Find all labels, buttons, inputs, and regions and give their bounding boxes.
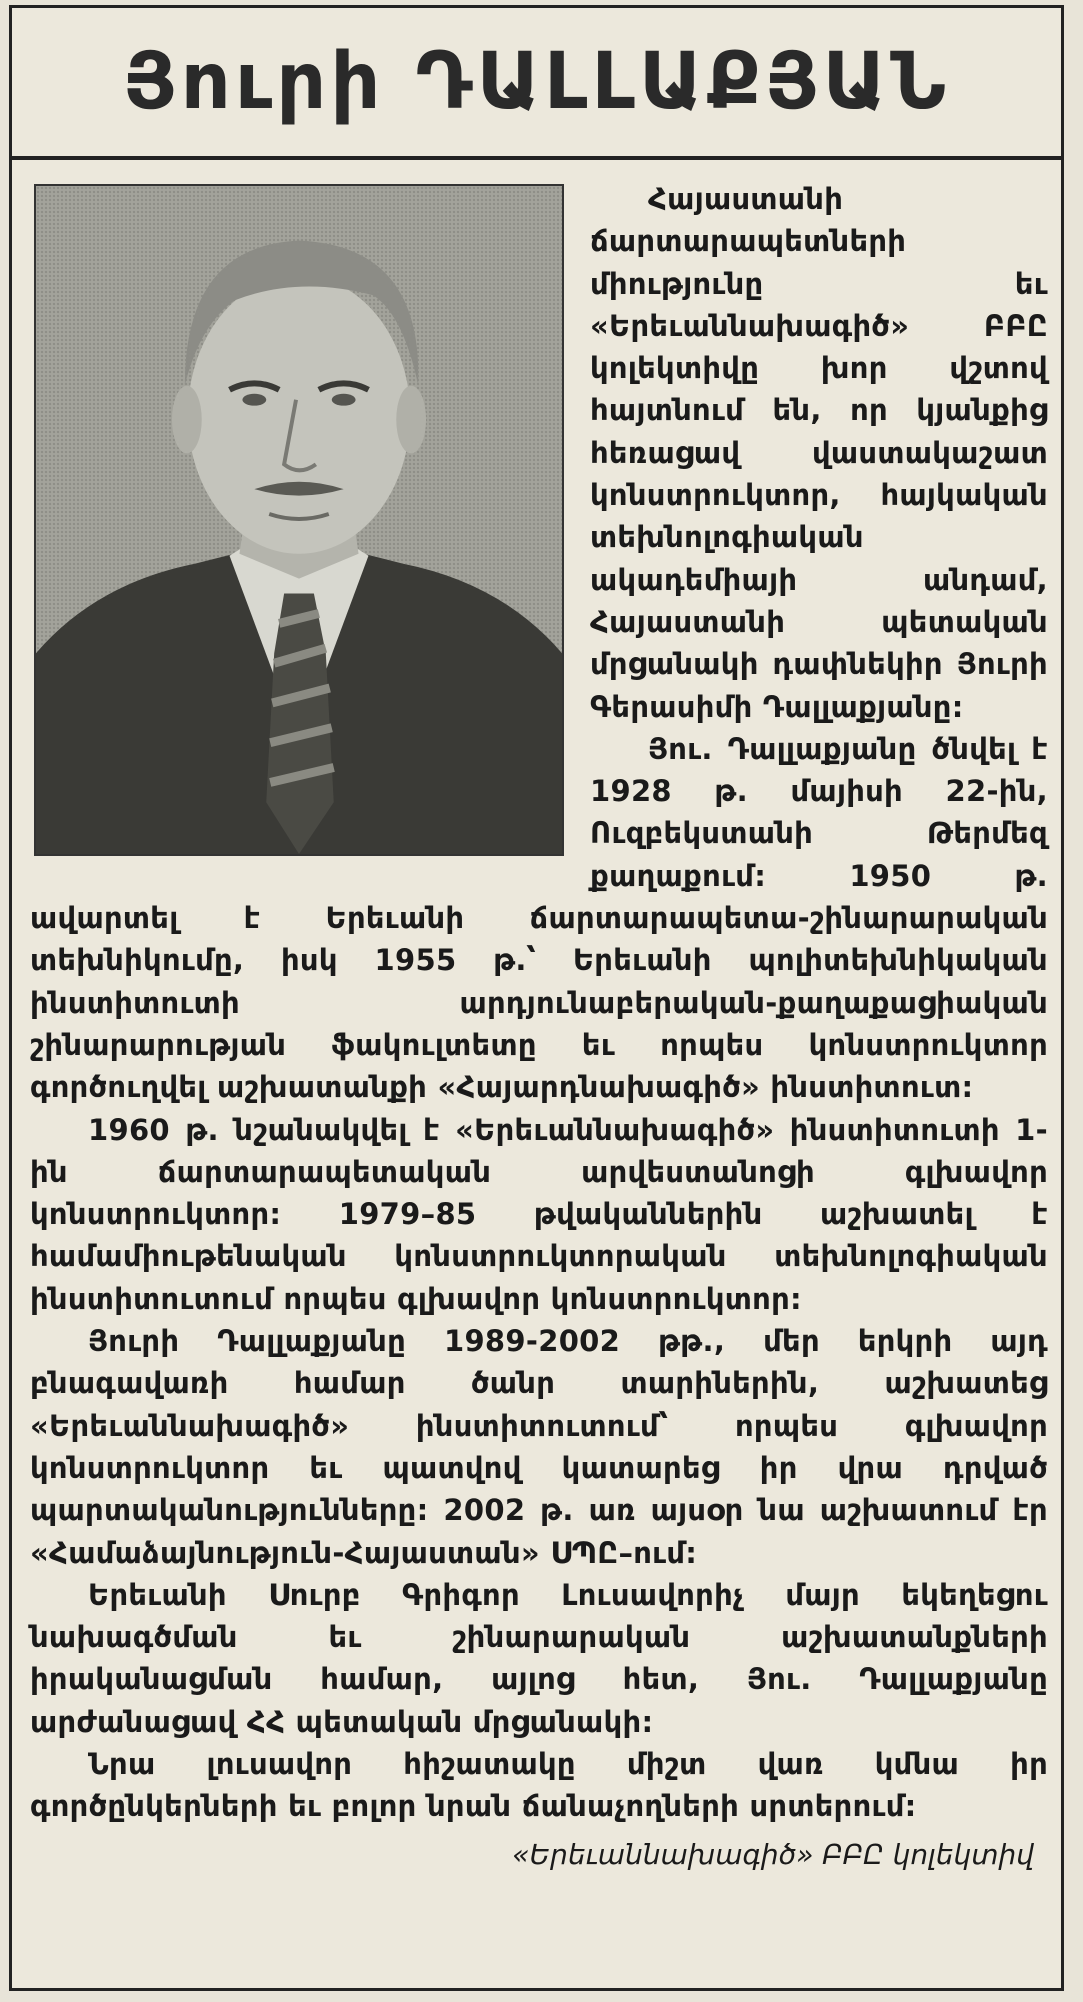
paragraph-3: 1960 թ. նշանակվել է «Երեւաննախագիծ» ինստիտուտի 1-ին ճարտարապետական արվեստանոցի գլխավոր կոնստրուկտոր: 1979–85 թվականներին աշխատել է համամիութենական կոնստրուկտորական տեխնոլոգիական ինստիտուտում որպես գլխավոր կոնստրուկտոր: — [30, 1112, 1048, 1316]
paragraph-4: Յուրի Դալլաքյանը 1989-2002 թթ., մեր երկրի այդ բնագավառի համար ծանր տարիներին, աշխատեց «Երեւաննախագիծ» ինստիտուտում՝ որպես գլխավոր կոնստրուկտոր եւ պատվով կատարեց իր վրա դրված պարտականությունները: 2002 թ. առ այսօր նա աշխատում էր «Համաձայնություն-Հայաստան» ՍՊԸ–ում: — [30, 1324, 1048, 1570]
title-box — [12, 8, 1061, 160]
paragraph-1: Հայաստանի ճարտարապետների միությունը եւ «Երեւաննախագիծ» ԲԲԸ կոլեկտիվը խոր վշտով հայտնում են, որ կյանքից հեռացավ վաստակաշատ կոնստրուկտոր, հայկական տեխնոլոգիական ակադեմիայի անդամ, Հայաստանի պետական մրցանակի դափնեկիր Յուրի Գերասիմի Դալլաքյանը: — [590, 182, 1048, 724]
page-title: Յուրի ԴԱԼԼԱՔՅԱՆ — [123, 37, 950, 127]
paragraph-2: Յու. Դալլաքյանը ծնվել է 1928 թ. մայիսի 22-ին, Ուզբեկստանի Թերմեզ քաղաքում: 1950 թ. ավարտել է Երեւանի ճարտարապետա-շինարարական տեխնիկումը, իսկ 1955 թ.՝ Երեւանի պոլիտեխնիկական ինստիտուտի արդյունաբերական-քաղաքացիական շինարարության ֆակուլտետը եւ որպես կոնստրուկտոր գործուղվել աշխատանքի «Հայարդնախագիծ» ինստիտուտ: — [30, 731, 1048, 1105]
signature: «Երեւաննախագիծ» ԲԲԸ կոլեկտիվ — [512, 1837, 1034, 1871]
paragraph-5: Երեւանի Սուրբ Գրիգոր Լուսավորիչ մայր եկեղեցու նախագծման եւ շինարարական աշխատանքների իրականացման համար, այլոց հետ, Յու. Դալլաքյանը արժանացավ ՀՀ պետական մրցանակի: — [30, 1577, 1048, 1739]
obituary-frame — [9, 5, 1064, 1991]
article-body — [30, 178, 1048, 1876]
paragraph-6: Նրա լուսավոր հիշատակը միշտ վառ կմնա իր գործընկերների եւ բոլոր նրան ճանաչողների սրտերում: — [30, 1746, 1048, 1824]
portrait-image — [36, 186, 562, 854]
portrait-photo — [34, 184, 564, 856]
